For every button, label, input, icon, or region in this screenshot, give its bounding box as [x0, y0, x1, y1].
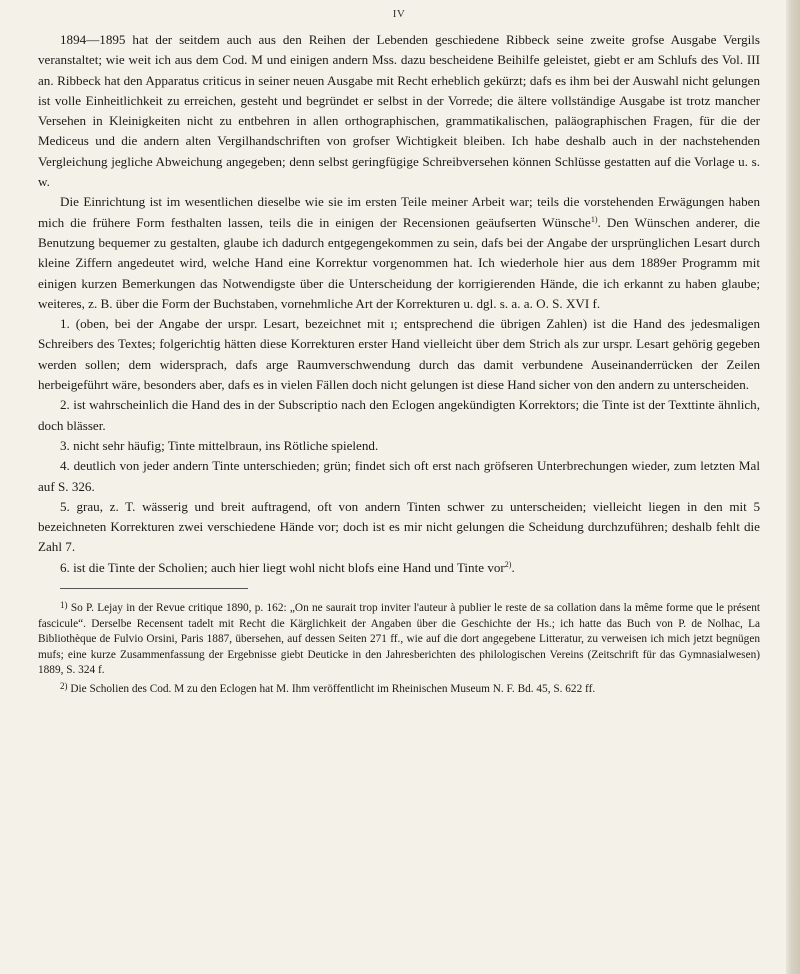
- footnote-ref-1[interactable]: 1): [590, 214, 598, 224]
- paragraph-hand-6-text: 6. ist die Tinte der Scholien; auch hier liegt wohl nicht blofs eine Hand und Tinte vor: [60, 559, 505, 575]
- paragraph-hand-3: 3. nicht sehr häufig; Tinte mittelbraun, ins Rötliche spielend.: [60, 437, 379, 453]
- footnote-1-mark: 1): [60, 600, 68, 611]
- page-edge-shadow: [786, 0, 800, 974]
- paragraph-hand-6: [38, 558, 760, 578]
- footnote-1-text: So P. Lejay in der Revue critique 1890, p. 162: „On ne saurait trop inviter l'auteur à publier le reste de sa collation dans la même forme que le présent fascicule“. Derselbe Recensent tadelt mit Recht die Kärglichkeit der Angaben über die Geschichte der Hs.; ich hatte das Buch von P. de Nolhac, La Bibliothèque de Fulvio Orsini, Paris 1887, übersehen, auf dessen Seiten 271 ff., wie auf die dort angegebene Litteratur, zu verweisen ich mich jetzt begnügen mufs; eine kurze Zusammenfassung der Ergebnisse giebt Deuticke in den Jahresberichten des philologischen Vereins (Zeitschrift für das Gymnasialwesen) 1889, S. 324 f.: [38, 602, 761, 677]
- paragraph-1: 1894—1895 hat der seitdem auch aus den Reihen der Lebenden geschiedene Ribbeck seine zweite grofse Ausgabe Vergils veranstaltet; wie weit ich aus dem Cod. M und einigen andern Mss. dazu bescheidene Beihilfe geleistet, giebt er am Schlufs des Vol. III an. Ribbeck hat den Apparatus criticus in seiner neuen Ausgabe mit Recht erheblich gekürzt; dafs es ihm bei der Auswahl nicht gelungen ist volle Einheitlichkeit zu erreichen, gesteht und begründet er selbst in der Vorrede; die ältere vollständige Ausgabe ist trotz mancher Versehen in Kleinigkeiten nicht zu entbehren in allen orthographischen, grammatikalischen, paläographischen Fragen, für die der Mediceus und die andern alten Vergilhandschriften von grofser Wichtigkeit bleiben. Ich habe deshalb auch in der nachstehenden Vergleichung jegliche Abweichung angegeben; denn selbst geringfügige Schreibversehen können Schlüsse gestatten auf die Vorlage u. s. w.: [38, 32, 760, 190]
- paragraph-hand-5: 5. grau, z. T. wässerig und breit auftragend, oft von andern Tinten schwer zu unterscheiden; vielleicht liegen in den mit 5 bezeichneten Korrekturen zwei verschiedene Hände vor; doch ist es mir nicht gelungen die Scheidung durchzuführen; deshalb fehlt die Zahl 7.: [38, 498, 760, 555]
- paragraph-hand-1: 1. (oben, bei der Angabe der urspr. Lesart, bezeichnet mit ı; entsprechend die übrigen Zahlen) ist die Hand des jedesmaligen Schreibers des Textes; folgerichtig hätten diese Korrekturen erster Hand vielleicht über dem Strich als zur urspr. Lesart gehörig gegeben werden sollen; dem widersprach, dafs arge Raumverschwendung durch das damit verbundene Auseinanderrücken der Zeilen herbeigeführt wäre, besonders aber, dafs es in vielen Fällen doch nicht gelungen ist diese Hand sicher von den andern zu unterscheiden.: [38, 316, 760, 393]
- footnote-divider: [60, 588, 248, 589]
- footnote-2: [38, 679, 760, 698]
- paragraph-hand-2: 2. ist wahrscheinlich die Hand des in der Subscriptio nach den Eclogen angekündigten Korrektors; die Tinte ist der Texttinte ähnlich, doch blässer.: [38, 397, 760, 433]
- footnote-2-mark: 2): [60, 680, 68, 691]
- document-page: [38, 8, 760, 698]
- footnote-ref-2[interactable]: 2): [504, 559, 512, 569]
- paragraph-hand-6-end: .: [511, 559, 515, 575]
- paragraph-hand-4: 4. deutlich von jeder andern Tinte unterschieden; grün; findet sich oft erst nach gröfseren Unterbrechungen wieder, zum letzten Mal auf S. 326.: [38, 458, 760, 494]
- footnote-2-text: Die Scholien des Cod. M zu den Eclogen hat M. Ihm veröffentlicht im Rheinischen Museum N. F. Bd. 45, S. 622 ff.: [70, 682, 596, 695]
- paragraph-2: [38, 192, 760, 314]
- footnote-1: [38, 598, 760, 679]
- paragraph-2-text: Die Einrichtung ist im wesentlichen dieselbe wie sie im ersten Teile meiner Arbeit war; teils die vorstehenden Erwägungen haben mich die frühere Form festhalten lassen, teils die in einigen der Recensionen geäufserten Wünsche: [38, 194, 760, 230]
- page-number: IV: [392, 8, 406, 20]
- paragraph-2-continuation: . Den Wünschen anderer, die Benutzung bequemer zu gestalten, glaube ich dadurch entgegengekommen zu sein, dafs bei der Angabe der ursprünglichen Lesart durch kleine Ziffern angedeutet wird, welche Hand eine Korrektur vorgenommen hat. Ich wiederhole hier aus dem 1889er Programm mit einigen kurzen Bemerkungen das Notwendigste über die Unterscheidung der korrigierenden Hände, die ich erkannt zu haben glaube; weiteres, z. B. über die Form der Buchstaben, vornehmliche Art der Korrekturen u. dgl. s. a. a. O. S. XVI f.: [38, 214, 760, 311]
